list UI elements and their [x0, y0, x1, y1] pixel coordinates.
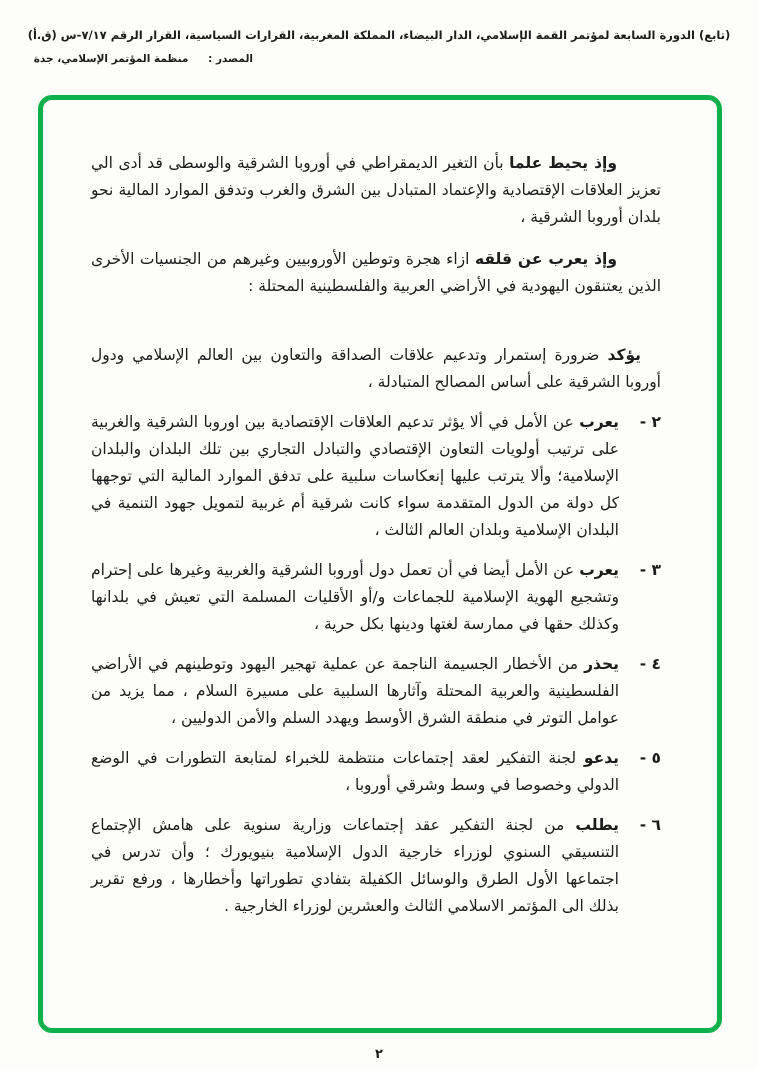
item-number: ٢ -: [639, 413, 661, 431]
item-lead: يؤكد: [607, 346, 641, 364]
paragraph-text: بأن التغير الديمقراطي في أوروبا الشرقية والوسطى قد أدى الي تعزيز العلاقات الإقتصادية والإعتماد المتبادل بين الشرق والغرب وتدفق الموارد المالية نحو بلدان أوروبا الشرقية ،: [91, 154, 661, 226]
document-footer: [0, 1047, 758, 1062]
paragraph-lead: وإذ يعرب عن قلقه: [474, 250, 617, 268]
item-lead: يعرب: [579, 561, 619, 579]
preamble-paragraph: [91, 150, 661, 231]
item-body: [91, 651, 619, 732]
resolution-item: [91, 342, 661, 396]
resolution-item: [91, 557, 661, 638]
item-lead: يطلب: [575, 816, 619, 834]
item-body: [91, 812, 619, 920]
document-header: [0, 0, 758, 65]
item-body: [91, 409, 619, 544]
item-text: عن الأمل في ألا يؤثر تدعيم العلاقات الإقتصادية بين اوروبا الشرقية والغربية على ترتيب أولويات التعاون الإقتصادي والتبادل التجاري بين تلك البلدان والبلدان الإسلامية؛ وألا يترتب عليها إنعكاسات سلبية على تدفق الموارد المالية التي توجهها كل دولة من الدول المتقدمة سواء كانت شرقية أم غربية لتمويل جهود التنمية في البلدان الإسلامية وبلدان العالم الثالث ،: [91, 413, 619, 539]
paragraph-text: ازاء هجرة وتوطين الأوروبيين وغيرهم من الجنسيات الأخرى الذين يعتنقون اليهودية في الأراضي العربية والفلسطينية المحتلة :: [91, 250, 661, 295]
item-lead: يحذر: [584, 655, 619, 673]
item-number: ٥ -: [639, 749, 661, 767]
item-lead: يعرب: [579, 413, 619, 431]
item-number: ٦ -: [639, 816, 661, 834]
resolution-item: [91, 409, 661, 544]
item-lead: يدعو: [583, 749, 619, 767]
resolution-item: [91, 812, 661, 920]
page-number: ٢: [375, 1047, 383, 1062]
item-text: من لجنة التفكير عقد إجتماعات وزارية سنوية على هامش الإجتماع التنسيقي السنوي لوزراء خارجية الدول الإسلامية بنيويورك ؛ وأن تدرس في اجتماعها الأول الطرق والوسائل الكفيلة بتفادي تطوراتها وأخطارها ، ورفع تقرير بذلك الى المؤتمر الاسلامي الثالث والعشرين لوزراء الخارجية .: [91, 816, 619, 915]
header-title: (تابع) الدورة السابعة لمؤتمر القمة الإسلامي، الدار البيضاء، المملكة المغربية، القرارات السياسية، القرار الرقم ٧/١٧-س (ق.أ): [27, 28, 731, 42]
document-body: [43, 100, 717, 920]
item-body: [91, 557, 619, 638]
header-source-line: [0, 53, 758, 65]
item-body: [91, 342, 661, 396]
source-value: منظمة المؤتمر الإسلامي، جدة: [33, 53, 189, 65]
resolution-item: [91, 745, 661, 799]
item-text: من الأخطار الجسيمة الناجمة عن عملية تهجير اليهود وتوطينهم في الأراضي الفلسطينية والعربية المحتلة وآثارها السلبية على مسيرة السلام ، مما يزيد من عوامل التوتر في منطقة الشرق الأوسط ويهدد السلم والأمن الدوليين ،: [91, 655, 619, 727]
item-number: ٣ -: [639, 561, 661, 579]
item-text: لجنة التفكير لعقد إجتماعات منتظمة للخبراء لمتابعة التطورات في الوضع الدولي وخصوصا في وسط وشرقي أوروبا ،: [91, 749, 619, 794]
item-text: ضرورة إستمرار وتدعيم علاقات الصداقة والتعاون بين العالم الإسلامي ودول أوروبا الشرقية على أساس المصالح المتبادلة ،: [91, 346, 661, 391]
source-label: المصدر :: [208, 53, 253, 65]
preamble-paragraph: [91, 246, 661, 300]
item-number: ٤ -: [639, 655, 661, 673]
paragraph-lead: وإذ يحيط علما: [509, 154, 617, 172]
item-body: [91, 745, 619, 799]
green-frame: [38, 95, 722, 1033]
resolution-item: [91, 651, 661, 732]
item-text: عن الأمل أيضا في أن تعمل دول أوروبا الشرقية والغربية وغيرها على إحترام وتشجيع الهوية الإسلامية للجماعات و/أو الأقليات المسلمة التي تعيش في بلدانها وكذلك حقها في ممارسة لغتها ودينها بكل حرية ،: [91, 561, 619, 633]
